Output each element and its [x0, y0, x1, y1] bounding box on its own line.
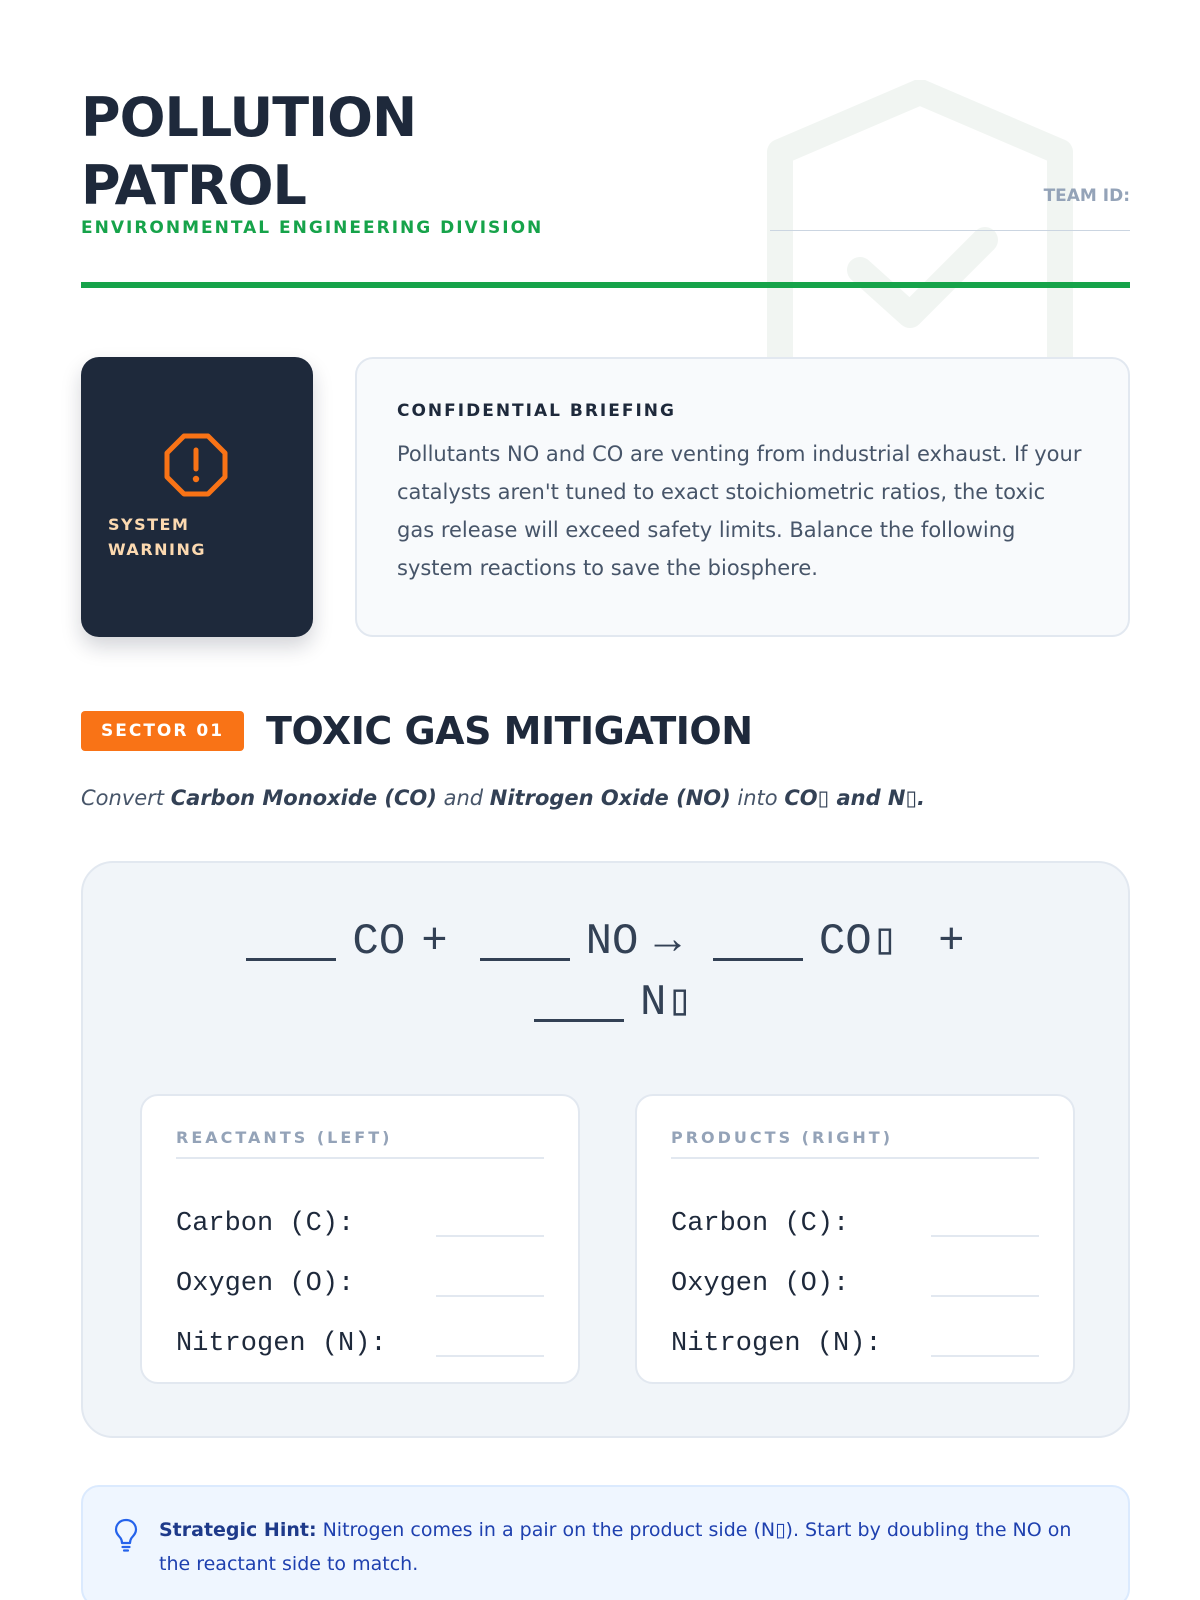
sector-heading	[81, 710, 753, 752]
count-input[interactable]	[436, 1235, 544, 1237]
header-divider	[81, 282, 1130, 288]
alert-octagon-icon	[163, 432, 229, 498]
team-id-label: TEAM ID:	[1043, 186, 1130, 206]
title-line-2: PATROL	[81, 154, 306, 217]
count-row	[176, 1179, 544, 1239]
confidential-briefing	[355, 357, 1130, 637]
instruction-and: and	[443, 786, 484, 810]
reactants-count-box	[140, 1094, 580, 1384]
equation-panel	[81, 861, 1130, 1438]
title-line-1: POLLUTION	[81, 86, 417, 149]
system-warning-card	[81, 357, 313, 637]
hint-text: Nitrogen comes in a pair on the product side (N▯). Start by doubling the NO on the reactant side to match.	[159, 1519, 1072, 1575]
hint-label: Strategic Hint:	[159, 1519, 317, 1541]
warning-line-1: SYSTEM	[108, 515, 190, 534]
coefficient-blank-n2[interactable]	[534, 1019, 624, 1022]
count-input[interactable]	[931, 1355, 1039, 1357]
page-title	[81, 84, 1130, 220]
plus-sign: +	[421, 917, 448, 967]
count-row	[671, 1179, 1039, 1239]
count-input[interactable]	[931, 1295, 1039, 1297]
instruction-products: CO▯ and N▯.	[784, 786, 926, 810]
page-header	[81, 84, 1130, 294]
sector-title: TOXIC GAS MITIGATION	[266, 709, 753, 753]
count-row	[671, 1239, 1039, 1299]
count-label: Carbon (C):	[176, 1209, 355, 1239]
warning-line-2: WARNING	[108, 540, 206, 559]
count-label: Oxygen (O):	[176, 1269, 355, 1299]
count-input[interactable]	[436, 1355, 544, 1357]
coefficient-blank-no[interactable]	[480, 958, 570, 961]
equation-row-1	[83, 913, 1128, 967]
count-input[interactable]	[931, 1235, 1039, 1237]
briefing-body: Pollutants NO and CO are venting from industrial exhaust. If your catalysts aren't tuned to exact stoichiometric ratios, the toxic gas release will exceed safety limits. Balance the following system reactions to save the biosphere.	[397, 442, 1082, 580]
coefficient-blank-co[interactable]	[246, 958, 336, 961]
briefing-title: CONFIDENTIAL BRIEFING	[397, 401, 676, 421]
term-n2: N▯	[640, 978, 693, 1028]
reactants-heading: REACTANTS (LEFT)	[176, 1128, 544, 1159]
count-label: Oxygen (O):	[671, 1269, 850, 1299]
strategic-hint	[81, 1485, 1130, 1600]
instruction-prefix: Convert	[81, 786, 165, 810]
instruction-reactant-1: Carbon Monoxide (CO)	[170, 786, 437, 810]
products-heading: PRODUCTS (RIGHT)	[671, 1128, 1039, 1159]
count-row	[671, 1299, 1039, 1359]
instruction-into: into	[737, 786, 778, 810]
products-count-box	[635, 1094, 1075, 1384]
lightbulb-icon	[113, 1517, 139, 1553]
sector-instruction	[81, 786, 925, 810]
reaction-arrow: →	[654, 917, 681, 967]
term-no: NO	[585, 917, 639, 967]
count-label: Nitrogen (N):	[176, 1329, 387, 1359]
coefficient-blank-co2[interactable]	[713, 958, 803, 961]
count-row	[176, 1299, 544, 1359]
count-label: Nitrogen (N):	[671, 1329, 882, 1359]
count-row	[176, 1239, 544, 1299]
equation-row-2	[83, 974, 1128, 1028]
page-subtitle: ENVIRONMENTAL ENGINEERING DIVISION	[81, 218, 544, 238]
plus-sign: +	[938, 917, 965, 967]
sector-badge: SECTOR 01	[81, 711, 244, 751]
count-label: Carbon (C):	[671, 1209, 850, 1239]
count-input[interactable]	[436, 1295, 544, 1297]
system-warning-label	[108, 512, 206, 562]
instruction-reactant-2: Nitrogen Oxide (NO)	[489, 786, 731, 810]
term-co: CO	[352, 917, 406, 967]
team-id-field[interactable]	[770, 230, 1130, 231]
term-co2: CO▯	[818, 917, 899, 967]
